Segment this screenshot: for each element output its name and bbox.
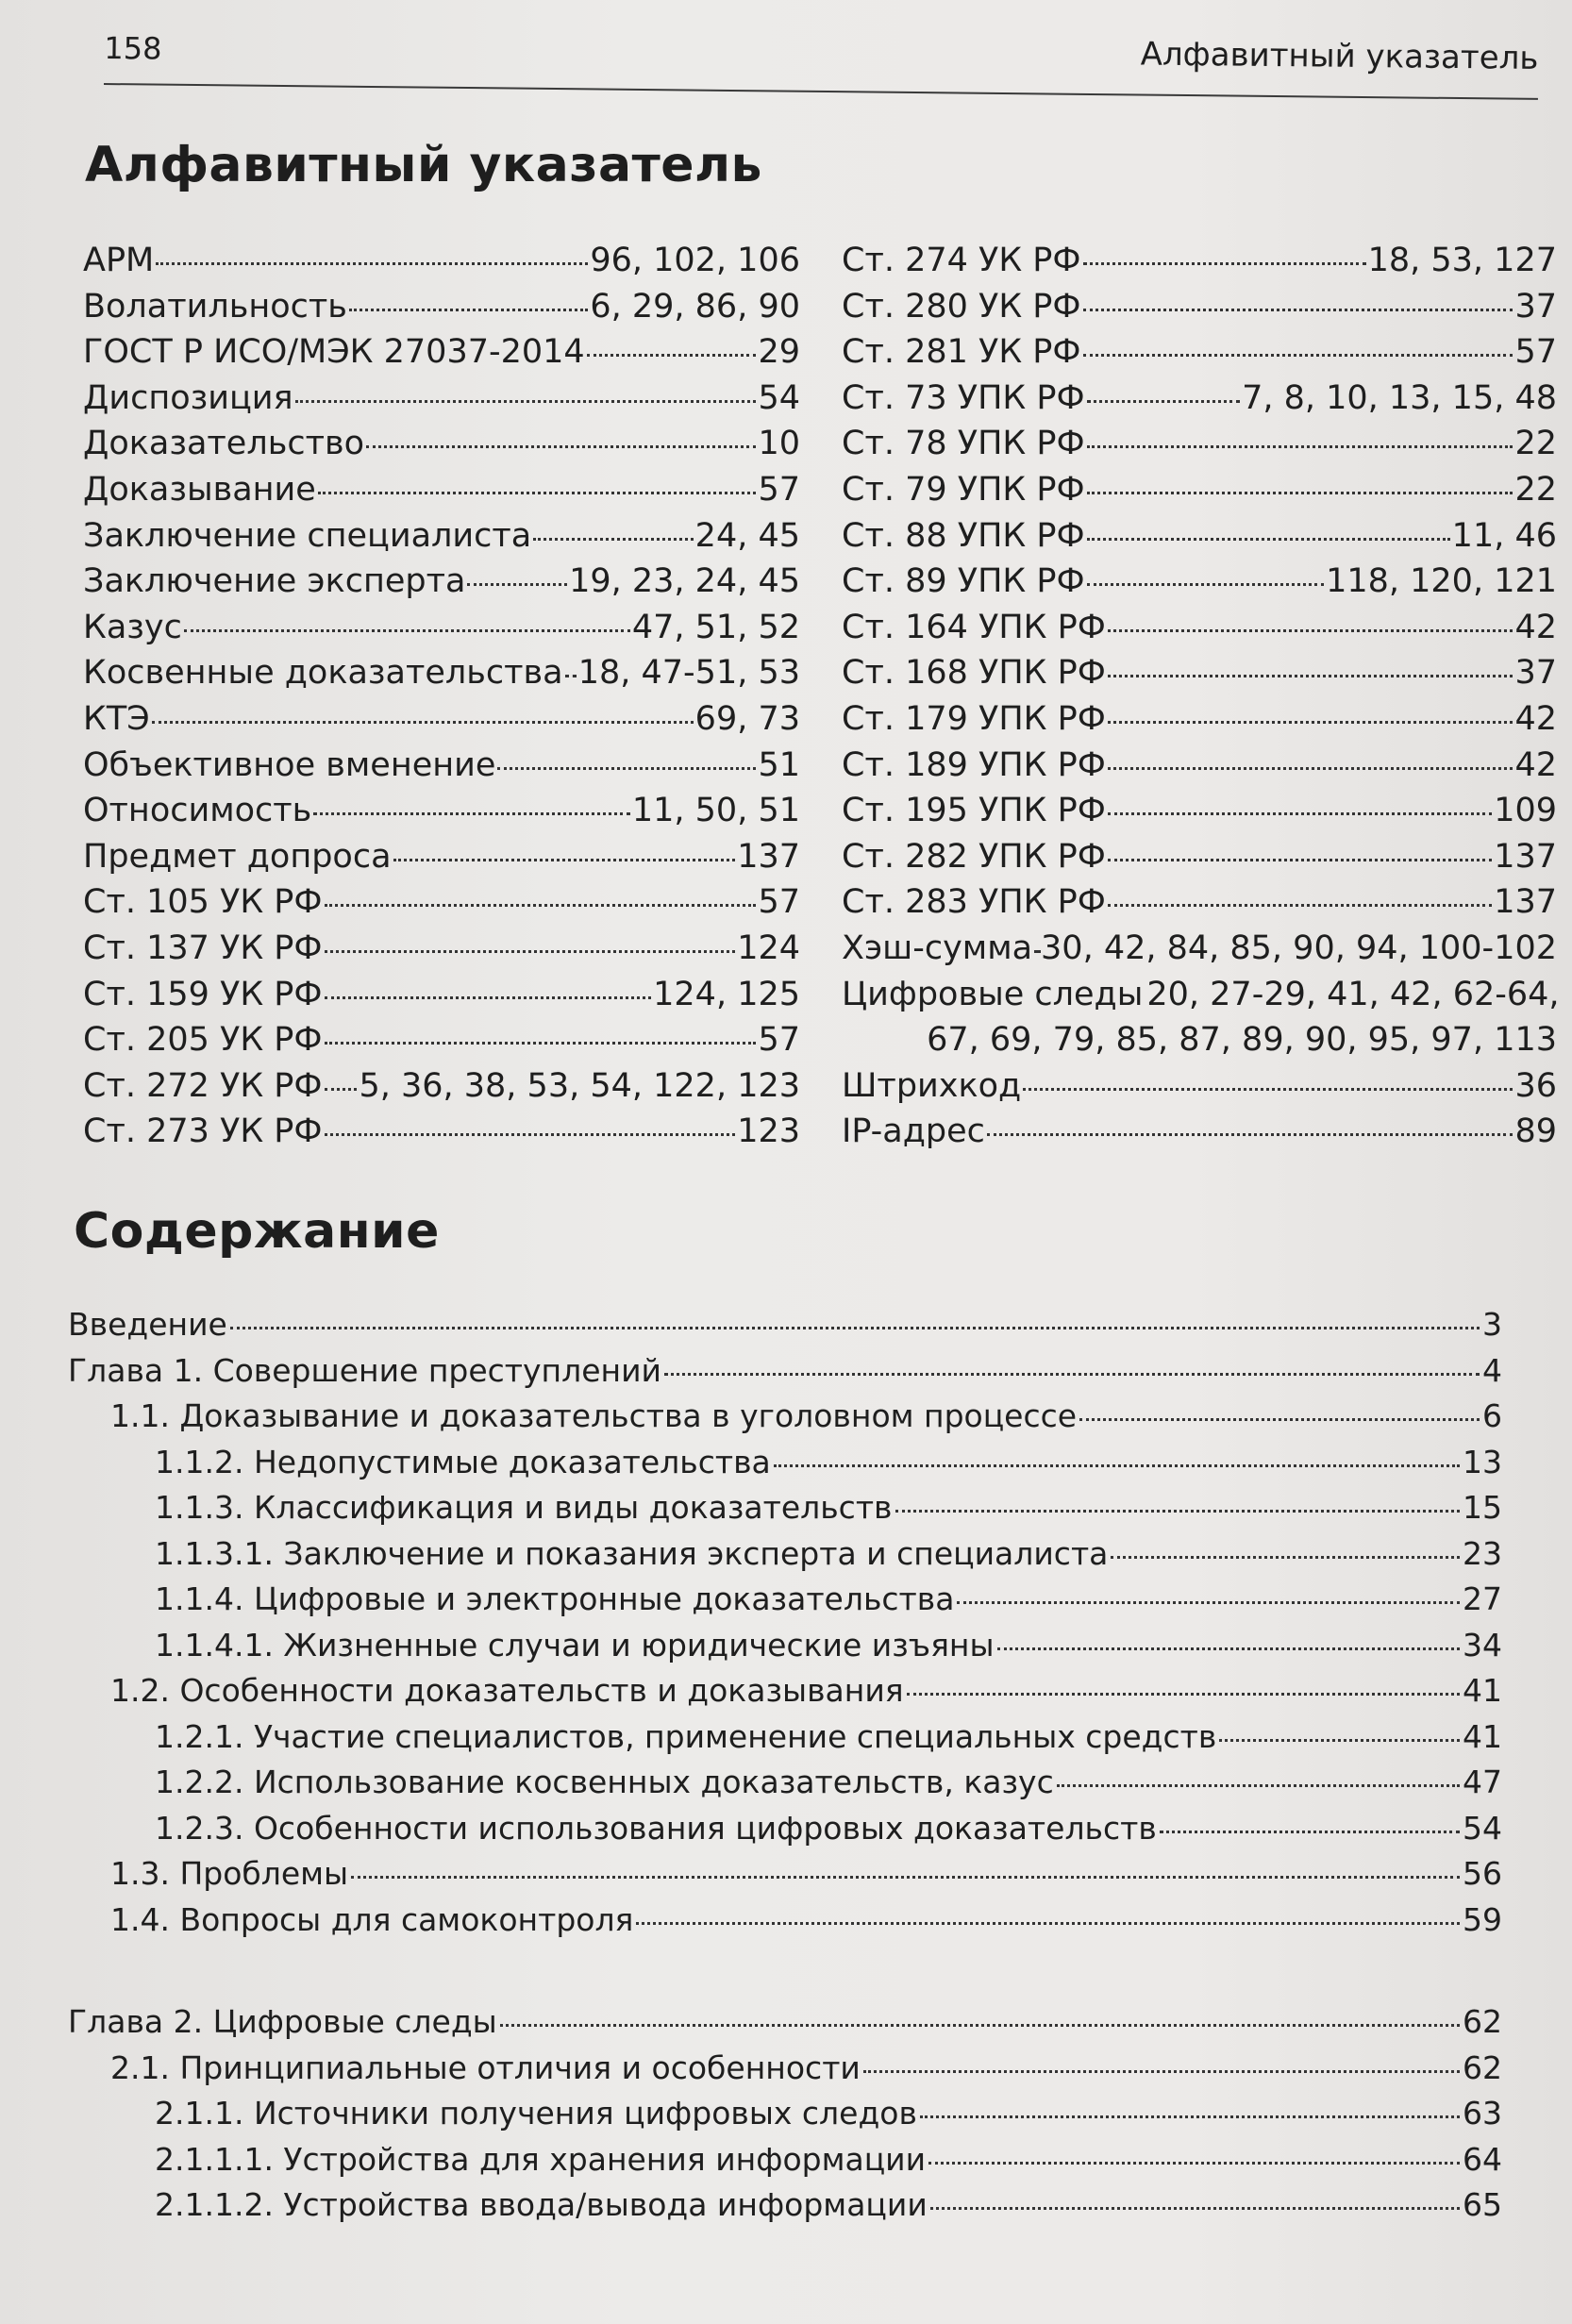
index-entry: Заключение эксперта 19, 23, 24, 45 [83,562,800,601]
toc-row: 2.1. Принципиальные отличия и особенности 62 [110,2048,1502,2086]
index-entry: Ст. 78 УПК РФ 22 [842,425,1557,463]
toc-row: 2.1.1.1. Устройства для хранения информации 64 [155,2140,1502,2178]
toc-row: 1.1.4.1. Жизненные случаи и юридические изъяны 34 [155,1626,1502,1664]
index-entry: Ст. 273 УК РФ 123 [83,1112,800,1151]
table-of-contents [68,1302,1502,2229]
index-entry: АРМ 96, 102, 106 [83,242,800,279]
index-entry: Заключение специалиста 24, 45 [83,516,800,555]
index-entry: Ст. 89 УПК РФ 118, 120, 121 [842,562,1557,601]
running-head [104,17,1539,100]
index-entry: КТЭ 69, 73 [83,699,800,738]
index-entry: Цифровые следы 20, 27-29, 41, 42, 62-64, [842,975,1560,1013]
toc-row: 1.1.2. Недопустимые доказательства 13 [155,1443,1502,1480]
index-entry: Ст. 282 УПК РФ 137 [842,837,1557,876]
toc-row: 1.1.4. Цифровые и электронные доказательства 27 [155,1580,1502,1617]
toc-row: 1.2.3. Особенности использования цифровых доказательств 54 [155,1809,1502,1847]
index-entry: IP-адрес 89 [842,1112,1557,1151]
index-entry: Косвенные доказательства 18, 47-51, 53 [83,654,800,693]
index-column-right [842,238,1560,1155]
index-entry: Ст. 137 УК РФ 124 [83,928,800,967]
index-entry: Ст. 281 УК РФ 57 [842,333,1557,372]
index-entry: Ст. 189 УПК РФ 42 [842,745,1557,784]
toc-row: 1.1.3.1. Заключение и показания эксперта и специалиста 23 [155,1534,1502,1572]
index-column-left [83,238,800,1155]
index-entry: Ст. 280 УК РФ 37 [842,287,1557,326]
index-entry: Относимость 11, 50, 51 [83,792,800,830]
toc-row: Введение 3 [68,1306,1502,1343]
toc-row: 1.2.1. Участие специалистов, применение специальных средств 41 [155,1717,1502,1755]
running-title: Алфавитный указатель [1140,35,1539,77]
toc-row: 1.3. Проблемы 56 [110,1855,1502,1892]
index-entry: Ст. 195 УПК РФ 109 [842,792,1557,830]
toc-row: 1.2. Особенности доказательств и доказывания 41 [110,1672,1502,1709]
index-entry: Ст. 159 УК РФ 124, 125 [83,975,800,1013]
toc-row: 2.1.1.2. Устройства ввода/вывода информации 65 [155,2186,1502,2223]
toc-row: 1.1. Доказывание и доказательства в уголовном процессе 6 [110,1397,1502,1434]
index-entry: Ст. 274 УК РФ 18, 53, 127 [842,242,1557,279]
toc-row: Глава 2. Цифровые следы 62 [68,2003,1502,2040]
index-entry: Хэш-сумма 30, 42, 84, 85, 90, 94, 100-102 [842,928,1557,967]
page-number: 158 [104,30,162,67]
index-entry: Ст. 88 УПК РФ 11, 46 [842,516,1557,555]
toc-row: 1.4. Вопросы для самоконтроля 59 [110,1900,1502,1938]
index-entry: Доказывание 57 [83,470,800,509]
index-entry: Ст. 283 УПК РФ 137 [842,883,1557,922]
toc-row: 1.1.3. Классификация и виды доказательств 15 [155,1489,1502,1526]
index-entry: Доказательство 10 [83,425,800,463]
toc-row: 2.1.1. Источники получения цифровых следов 63 [155,2095,1502,2132]
index-entry: Ст. 164 УПК РФ 42 [842,608,1557,646]
index-entry: Ст. 73 УПК РФ 7, 8, 10, 13, 15, 48 [842,378,1557,417]
toc-row: 1.2.2. Использование косвенных доказательств, казус 47 [155,1764,1502,1800]
index-entry-continuation: 67, 69, 79, 85, 87, 89, 90, 95, 97, 113 [927,1021,1557,1060]
index-entry: Ст. 105 УК РФ 57 [83,883,800,922]
index-entry: Объективное вменение 51 [83,745,800,784]
index-heading: Алфавитный указатель [85,137,762,193]
index-entry: Волатильность 6, 29, 86, 90 [83,287,800,326]
index-entry: Диспозиция 54 [83,378,800,417]
index-entry: Ст. 168 УПК РФ 37 [842,654,1557,693]
index-entry: Ст. 272 УК РФ 5, 36, 38, 53, 54, 122, 123 [83,1066,800,1105]
index-entry: Ст. 205 УК РФ 57 [83,1021,800,1060]
index-entry: Казус 47, 51, 52 [83,608,800,646]
toc-row: Глава 1. Совершение преступлений 4 [68,1351,1502,1389]
index-entry: Ст. 179 УПК РФ 42 [842,699,1557,738]
contents-heading: Содержание [74,1203,440,1260]
index-entry: Предмет допроса 137 [83,837,800,876]
index-entry: Ст. 79 УПК РФ 22 [842,470,1557,509]
index-entry: ГОСТ Р ИСО/МЭК 27037-2014 29 [83,333,800,372]
toc-spacer [68,1943,1502,1999]
index-entry: Штрихкод 36 [842,1066,1557,1105]
